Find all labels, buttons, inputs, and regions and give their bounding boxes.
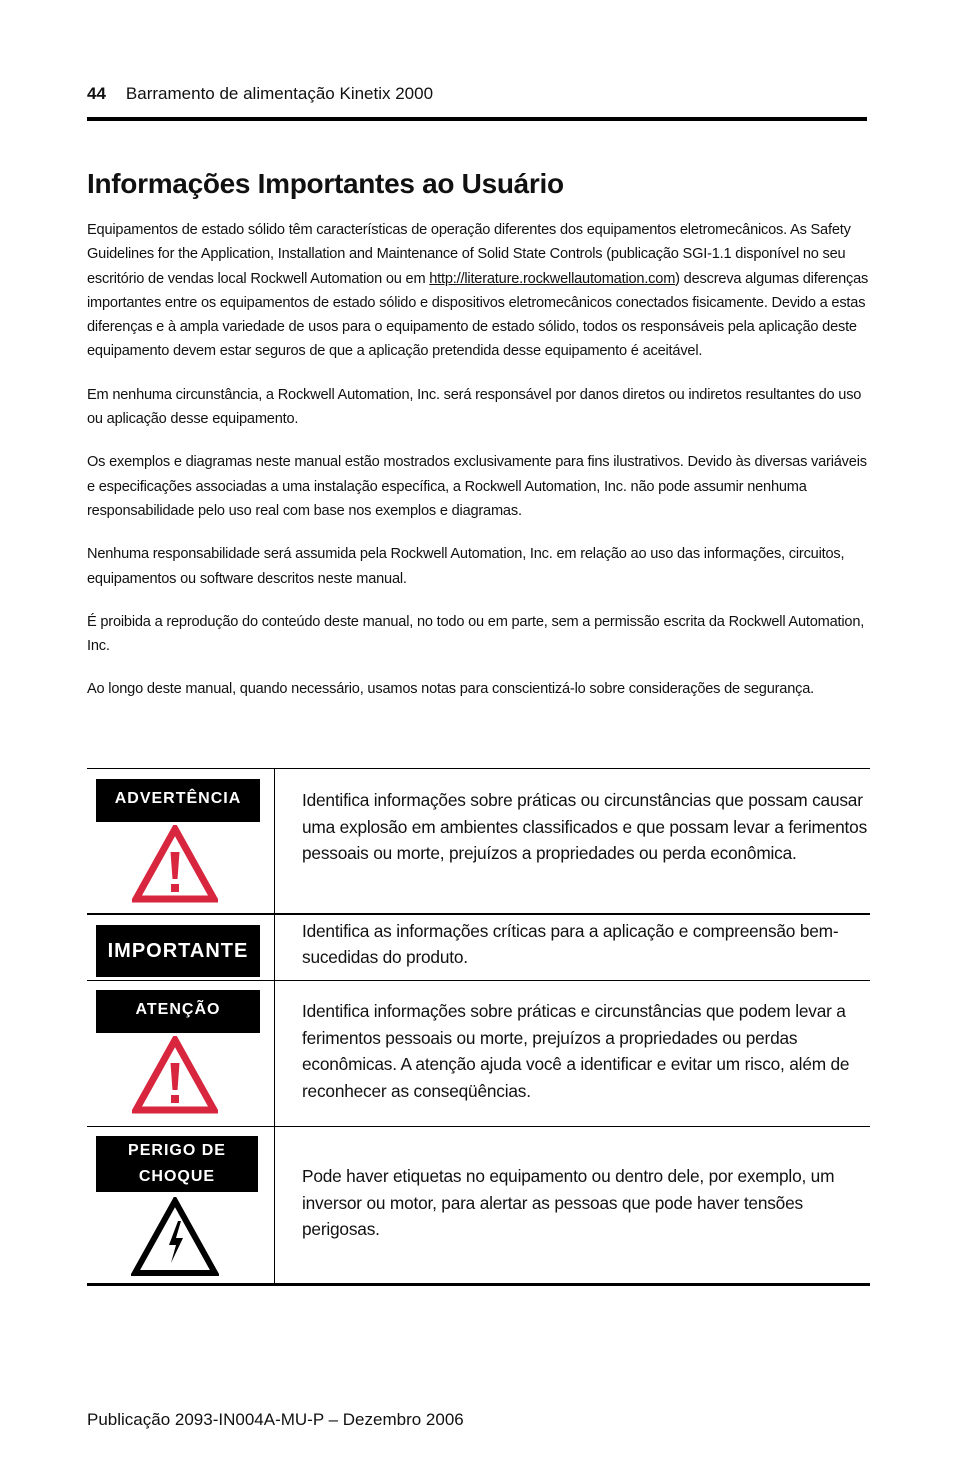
paragraph-1: Equipamentos de estado sólido têm características de operação diferentes dos equipamentos eletromecânicos. As Safety Guidelines for the Application, Installation and Maintenance of Solid State Controls (publicação SGI-1.1 disponível no seu escritório de vendas local Rockwell Automation ou em http://literature.rockwellautomation.com) descreva algumas diferenças importantes entre os equipamentos de estado sólido e dispositivos eletromecânicos conectados fisicamente. Devido a estas diferenças e à ampla variedade de usos para o equipamento de estado sólido, todos os responsáveis pela aplicação deste equipamento devem estar seguros de que a aplicação pretendida desse equipamento é aceitável. <box>87 222 869 360</box>
paragraph-5: É proibida a reprodução do conteúdo deste manual, no todo ou em parte, sem a permissão escrita da Rockwell Automation, Inc. <box>87 613 865 655</box>
electric-shock-icon <box>131 1197 219 1277</box>
attention-label: ATENÇÃO <box>96 990 260 1033</box>
body-text <box>87 218 872 721</box>
literature-link[interactable]: http://literature.rockwellautomation.com <box>429 270 676 287</box>
note-row-attention <box>87 981 870 1127</box>
page-number: 44 <box>87 84 106 103</box>
footer-publication: Publicação 2093-IN004A-MU-P – Dezembro 2006 <box>87 1410 464 1429</box>
shock-text: Pode haver etiquetas no equipamento ou dentro dele, por exemplo, um inversor ou motor, para alertar as pessoas que pode haver tensões perigosas. <box>302 1166 835 1239</box>
paragraph-3: Os exemplos e diagramas neste manual estão mostrados exclusivamente para fins ilustrativos. Devido às diversas variáveis e especificações associadas a uma instalação específica, a Rockwell Automation, Inc. não pode assumir nenhuma responsabilidade pelo uso real com base nos exemplos e diagramas. <box>87 454 867 519</box>
important-text: Identifica as informações críticas para a aplicação e compreensão bem-sucedidas do produto. <box>302 920 839 967</box>
paragraph-4: Nenhuma responsabilidade será assumida pela Rockwell Automation, Inc. em relação ao uso das informações, circuitos, equipamentos ou software descritos neste manual. <box>87 546 845 587</box>
running-title: Barramento de alimentação Kinetix 2000 <box>125 84 434 103</box>
attention-triangle-icon <box>132 1036 218 1114</box>
page-title: Informações Importantes ao Usuário <box>87 168 564 199</box>
running-header <box>87 82 867 106</box>
important-label: IMPORTANTE <box>96 925 260 977</box>
shock-label: PERIGO DE CHOQUE <box>96 1136 258 1192</box>
safety-notes-table <box>87 768 870 1286</box>
warning-triangle-icon <box>132 825 218 903</box>
paragraph-6: Ao longo deste manual, quando necessário, usamos notas para conscientizá-lo sobre considerações de segurança. <box>87 681 814 698</box>
warning-text: Identifica informações sobre práticas ou circunstâncias que possam causar uma explosão em ambientes classificados e que possam levar a ferimentos pessoais ou morte, prejuízos a propriedades ou perda econômica. <box>302 790 868 863</box>
attention-text: Identifica informações sobre práticas e circunstâncias que podem levar a ferimentos pessoais ou morte, prejuízos a propriedades ou perdas econômicas. A atenção ajuda você a identificar e evitar um risco, além de reconhecer as conseqüências. <box>302 1001 850 1101</box>
warning-label: ADVERTÊNCIA <box>96 779 260 822</box>
note-row-warning <box>87 769 870 914</box>
paragraph-2: Em nenhuma circunstância, a Rockwell Automation, Inc. será responsável por danos diretos ou indiretos resultantes do uso ou aplicação desse equipamento. <box>87 386 862 428</box>
note-row-important <box>87 914 870 981</box>
header-rule <box>87 117 867 121</box>
note-row-shock <box>87 1127 870 1285</box>
